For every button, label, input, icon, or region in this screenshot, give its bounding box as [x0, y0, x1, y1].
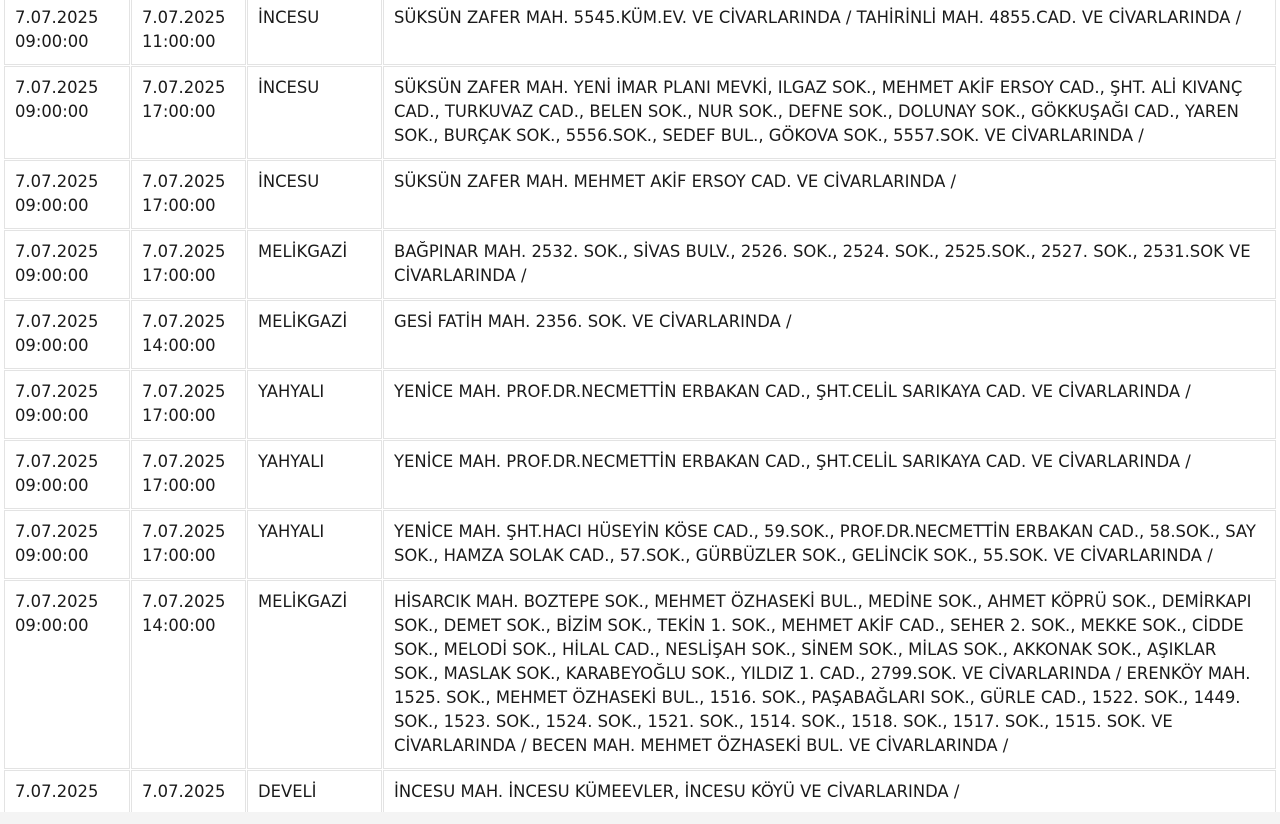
- end-time: 14:00:00: [142, 336, 216, 355]
- outage-table-body: [5, 0, 1275, 814]
- end-cell: [132, 231, 245, 298]
- start-time: 09:00:00: [15, 32, 89, 51]
- end-date: 7.07.2025: [142, 592, 226, 611]
- table-row: [5, 67, 1275, 158]
- table-row: [5, 301, 1275, 368]
- start-date: 7.07.2025: [15, 242, 99, 261]
- end-cell: [132, 581, 245, 768]
- end-time: 11:00:00: [142, 32, 216, 51]
- end-date: 7.07.2025: [142, 522, 226, 541]
- end-date: 7.07.2025: [142, 782, 226, 801]
- end-cell: [132, 371, 245, 438]
- table-row: [5, 161, 1275, 228]
- district-cell: İNCESU: [248, 161, 381, 228]
- table-row: [5, 0, 1275, 64]
- table-row: [5, 231, 1275, 298]
- start-cell: [5, 771, 129, 814]
- district-cell: MELİKGAZİ: [248, 301, 381, 368]
- end-time: 17:00:00: [142, 476, 216, 495]
- end-date: 7.07.2025: [142, 172, 226, 191]
- district-cell: YAHYALI: [248, 441, 381, 508]
- streets-cell: SÜKSÜN ZAFER MAH. MEHMET AKİF ERSOY CAD. VE CİVARLARINDA /: [384, 161, 1275, 228]
- end-time: 17:00:00: [142, 196, 216, 215]
- end-time: 14:00:00: [142, 616, 216, 635]
- end-time: 17:00:00: [142, 546, 216, 565]
- start-time: 09:00:00: [15, 406, 89, 425]
- start-cell: [5, 161, 129, 228]
- start-date: 7.07.2025: [15, 172, 99, 191]
- end-date: 7.07.2025: [142, 242, 226, 261]
- table-row: [5, 441, 1275, 508]
- start-date: 7.07.2025: [15, 78, 99, 97]
- district-cell: YAHYALI: [248, 371, 381, 438]
- table-row: [5, 581, 1275, 768]
- start-date: 7.07.2025: [15, 312, 99, 331]
- district-cell: İNCESU: [248, 0, 381, 64]
- start-cell: [5, 511, 129, 578]
- start-date: 7.07.2025: [15, 8, 99, 27]
- district-cell: DEVELİ: [248, 771, 381, 814]
- end-time: 17:00:00: [142, 102, 216, 121]
- streets-cell: HİSARCIK MAH. BOZTEPE SOK., MEHMET ÖZHASEKİ BUL., MEDİNE SOK., AHMET KÖPRÜ SOK., DEMİRKAPI SOK., DEMET SOK., BİZİM SOK., TEKİN 1. SOK., MEHMET AKİF CAD., SEHER 2. SOK., MEKKE SOK., CİDDE SOK., MELODİ SOK., HİLAL CAD., NESLİŞAH SOK., SİNEM SOK., MİLAS SOK., AKKONAK SOK., AŞIKLAR SOK., MASLAK SOK., KARABEYOĞLU SOK., YILDIZ 1. CAD., 2799.SOK. VE CİVARLARINDA / ERENKÖY MAH. 1525. SOK., MEHMET ÖZHASEKİ BUL., 1516. SOK., PAŞABAĞLARI SOK., GÜRLE CAD., 1522. SOK., 1449. SOK., 1523. SOK., 1524. SOK., 1521. SOK., 1514. SOK., 1518. SOK., 1517. SOK., 1515. SOK. VE CİVARLARINDA / BECEN MAH. MEHMET ÖZHASEKİ BUL. VE CİVARLARINDA /: [384, 581, 1275, 768]
- end-date: 7.07.2025: [142, 452, 226, 471]
- start-time: 09:00:00: [15, 336, 89, 355]
- streets-cell: İNCESU MAH. İNCESU KÜMEEVLER, İNCESU KÖYÜ VE CİVARLARINDA /: [384, 771, 1275, 814]
- start-time: 09:00:00: [15, 266, 89, 285]
- end-date: 7.07.2025: [142, 78, 226, 97]
- district-cell: MELİKGAZİ: [248, 581, 381, 768]
- end-cell: [132, 511, 245, 578]
- end-cell: [132, 301, 245, 368]
- start-time: 09:00:00: [15, 196, 89, 215]
- start-date: 7.07.2025: [15, 522, 99, 541]
- district-cell: MELİKGAZİ: [248, 231, 381, 298]
- streets-cell: YENİCE MAH. PROF.DR.NECMETTİN ERBAKAN CAD., ŞHT.CELİL SARIKAYA CAD. VE CİVARLARINDA /: [384, 371, 1275, 438]
- streets-cell: SÜKSÜN ZAFER MAH. 5545.KÜM.EV. VE CİVARLARINDA / TAHİRİNLİ MAH. 4855.CAD. VE CİVARLARINDA /: [384, 0, 1275, 64]
- streets-cell: BAĞPINAR MAH. 2532. SOK., SİVAS BULV., 2526. SOK., 2524. SOK., 2525.SOK., 2527. SOK., 2531.SOK VE CİVARLARINDA /: [384, 231, 1275, 298]
- table-row: [5, 771, 1275, 814]
- start-cell: [5, 231, 129, 298]
- end-cell: [132, 771, 245, 814]
- start-time: 09:00:00: [15, 546, 89, 565]
- start-cell: [5, 581, 129, 768]
- start-date: 7.07.2025: [15, 382, 99, 401]
- end-cell: [132, 161, 245, 228]
- start-cell: [5, 0, 129, 64]
- streets-cell: SÜKSÜN ZAFER MAH. YENİ İMAR PLANI MEVKİ, ILGAZ SOK., MEHMET AKİF ERSOY CAD., ŞHT. ALİ KIVANÇ CAD., TURKUVAZ CAD., BELEN SOK., NUR SOK., DEFNE SOK., DOLUNAY SOK., GÖKKUŞAĞI CAD., YAREN SOK., BURÇAK SOK., 5556.SOK., SEDEF BUL., GÖKOVA SOK., 5557.SOK. VE CİVARLARINDA /: [384, 67, 1275, 158]
- start-time: 09:00:00: [15, 616, 89, 635]
- outage-table: [2, 0, 1278, 817]
- streets-cell: YENİCE MAH. PROF.DR.NECMETTİN ERBAKAN CAD., ŞHT.CELİL SARIKAYA CAD. VE CİVARLARINDA /: [384, 441, 1275, 508]
- start-cell: [5, 441, 129, 508]
- table-row: [5, 371, 1275, 438]
- end-date: 7.07.2025: [142, 8, 226, 27]
- start-time: 09:00:00: [15, 476, 89, 495]
- table-row: [5, 511, 1275, 578]
- page-bottom-edge: [0, 812, 1280, 824]
- start-time: 09:00:00: [15, 102, 89, 121]
- start-cell: [5, 301, 129, 368]
- district-cell: İNCESU: [248, 67, 381, 158]
- end-time: 17:00:00: [142, 406, 216, 425]
- start-cell: [5, 371, 129, 438]
- end-cell: [132, 67, 245, 158]
- start-date: 7.07.2025: [15, 782, 99, 801]
- district-cell: YAHYALI: [248, 511, 381, 578]
- end-date: 7.07.2025: [142, 312, 226, 331]
- end-date: 7.07.2025: [142, 382, 226, 401]
- streets-cell: YENİCE MAH. ŞHT.HACI HÜSEYİN KÖSE CAD., 59.SOK., PROF.DR.NECMETTİN ERBAKAN CAD., 58.SOK., SAY SOK., HAMZA SOLAK CAD., 57.SOK., GÜRBÜZLER SOK., GELİNCİK SOK., 55.SOK. VE CİVARLARINDA /: [384, 511, 1275, 578]
- end-time: 17:00:00: [142, 266, 216, 285]
- start-cell: [5, 67, 129, 158]
- start-date: 7.07.2025: [15, 592, 99, 611]
- streets-cell: GESİ FATİH MAH. 2356. SOK. VE CİVARLARINDA /: [384, 301, 1275, 368]
- end-cell: [132, 441, 245, 508]
- start-date: 7.07.2025: [15, 452, 99, 471]
- end-cell: [132, 0, 245, 64]
